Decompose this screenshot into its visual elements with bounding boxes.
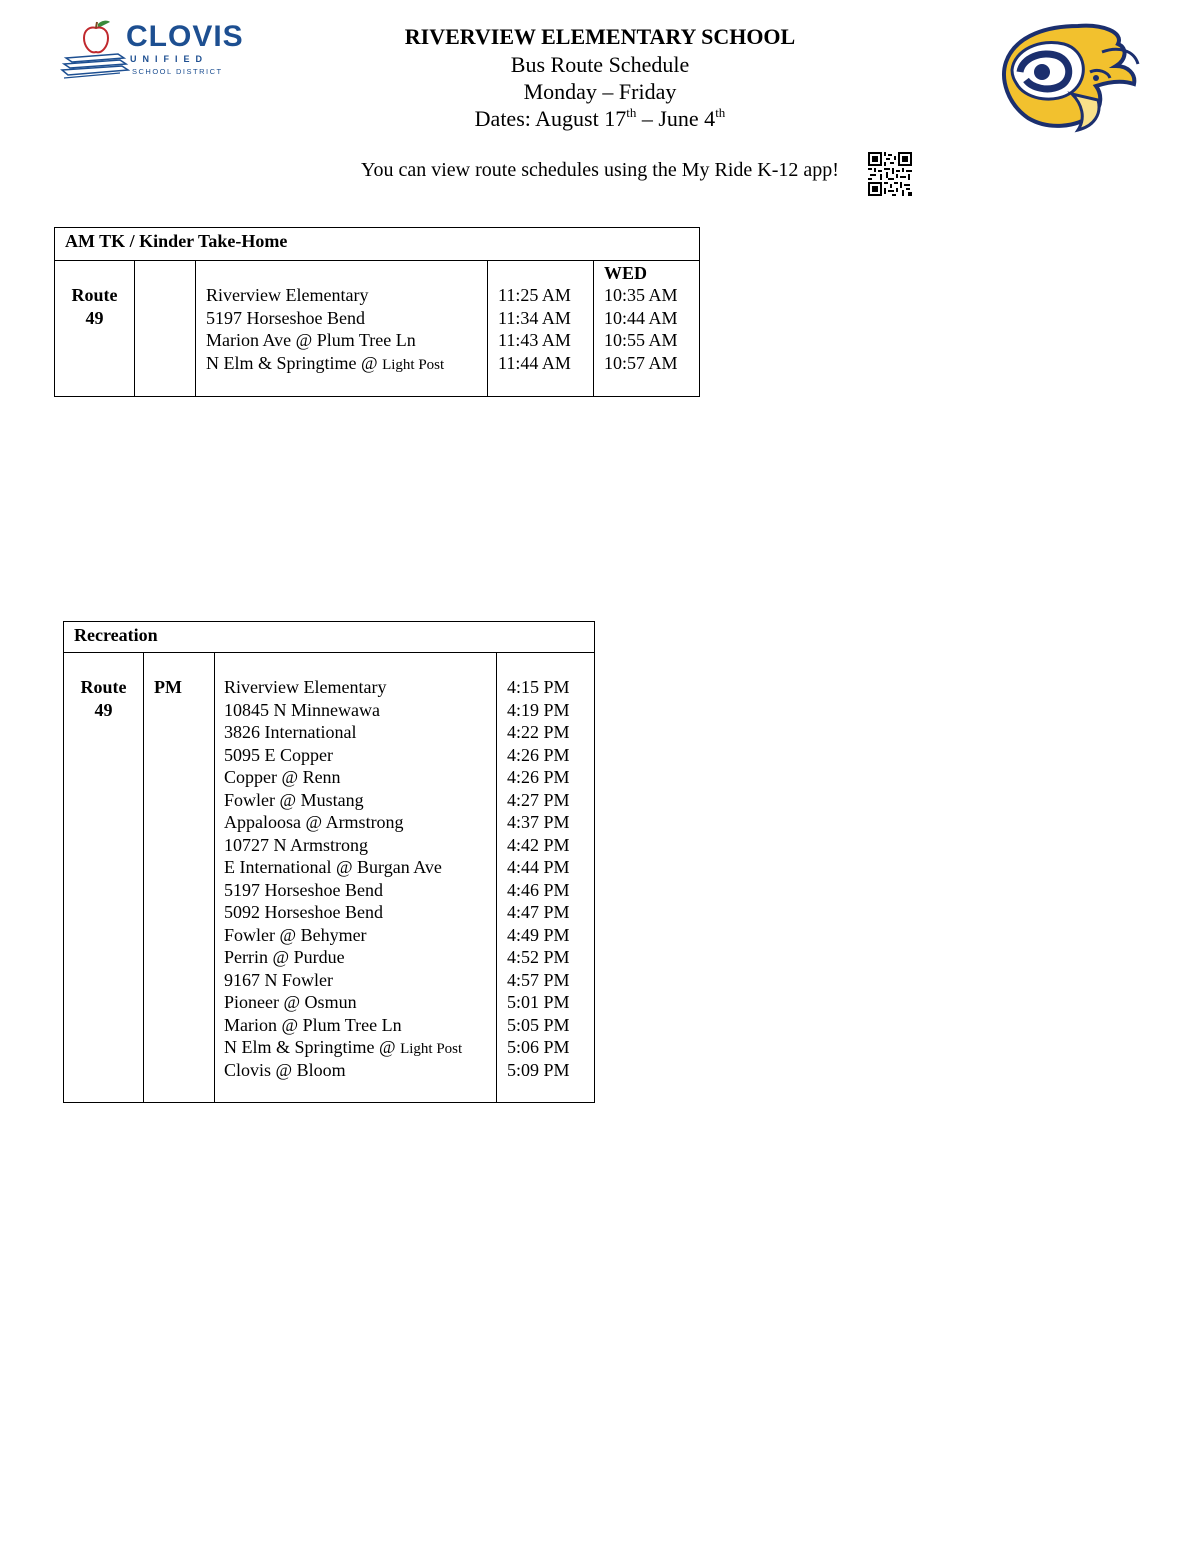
stop-time: 5:01 PM xyxy=(507,992,570,1012)
schedule-days: Monday – Friday xyxy=(523,79,677,104)
column-divider xyxy=(593,260,594,396)
stop-time: 4:26 PM xyxy=(507,767,570,787)
stop-time: 4:49 PM xyxy=(507,924,570,945)
schedule-dates: Dates: August 17th – June 4th xyxy=(474,105,726,131)
stop-time-wed: 10:35 AM xyxy=(604,285,678,305)
stop-name: 5092 Horseshoe Bend xyxy=(224,902,383,922)
am-kinder-table xyxy=(54,227,700,397)
stop-time: 5:06 PM xyxy=(507,1037,570,1057)
stop-name-note: Light Post xyxy=(382,356,445,373)
wed-header: WED xyxy=(604,262,648,283)
stop-name: Riverview Elementary xyxy=(224,677,387,697)
stop-time: 4:22 PM xyxy=(507,722,570,742)
school-district-wordmark: SCHOOL DISTRICT xyxy=(132,67,223,76)
stop-name: Fowler @ Mustang xyxy=(224,789,364,810)
app-note: You can view route schedules using the My Ride K-12 app! xyxy=(361,159,839,181)
stop-time: 4:37 PM xyxy=(507,812,570,832)
stop-name: 5095 E Copper xyxy=(224,744,333,765)
stop-time: 11:44 AM xyxy=(498,352,571,373)
stop-time: 4:27 PM xyxy=(507,789,570,810)
stop-time: 11:34 AM xyxy=(498,307,571,328)
stop-name: N Elm & Springtime @ Light Post xyxy=(224,1037,463,1057)
stop-time-wed: 10:44 AM xyxy=(604,307,678,328)
qr-code-icon[interactable] xyxy=(868,152,912,196)
stop-name: Perrin @ Purdue xyxy=(224,947,345,967)
recreation-table xyxy=(63,621,595,1103)
unified-wordmark: UNIFIED xyxy=(130,54,208,64)
route-number: 49 xyxy=(85,307,104,328)
stop-time-wed: 10:57 AM xyxy=(604,352,678,373)
column-divider xyxy=(134,260,135,396)
period-label: PM xyxy=(154,677,182,697)
stop-time: 5:05 PM xyxy=(507,1014,570,1035)
stop-name: E International @ Burgan Ave xyxy=(224,857,442,877)
stop-time: 4:26 PM xyxy=(507,744,570,765)
route-number: 49 xyxy=(94,699,113,720)
stop-name: Copper @ Renn xyxy=(224,767,341,787)
column-divider xyxy=(143,652,144,1102)
stop-name: 5197 Horseshoe Bend xyxy=(206,307,365,328)
stop-time: 4:46 PM xyxy=(507,879,570,900)
stop-time: 4:15 PM xyxy=(507,677,570,697)
stop-name: 10845 N Minnewawa xyxy=(224,699,380,720)
ram-mascot-logo xyxy=(998,22,1144,134)
stop-name: 9167 N Fowler xyxy=(224,969,333,990)
stop-time: 4:52 PM xyxy=(507,947,570,967)
route-label: Route xyxy=(71,285,118,305)
stop-name: Clovis @ Bloom xyxy=(224,1059,346,1080)
am-table-heading: AM TK / Kinder Take-Home xyxy=(55,228,699,261)
stop-time: 5:09 PM xyxy=(507,1059,570,1080)
stop-name: Marion @ Plum Tree Ln xyxy=(224,1014,402,1035)
stop-time: 11:25 AM xyxy=(498,285,571,305)
stop-name: Appaloosa @ Armstrong xyxy=(224,812,404,832)
stop-time-wed: 10:55 AM xyxy=(604,330,678,350)
stop-name: N Elm & Springtime @ Light Post xyxy=(206,352,445,373)
stop-name-note: Light Post xyxy=(400,1041,463,1057)
stop-time: 4:19 PM xyxy=(507,699,570,720)
stop-name: Marion Ave @ Plum Tree Ln xyxy=(206,330,416,350)
stop-name: 10727 N Armstrong xyxy=(224,834,368,855)
stop-name: 5197 Horseshoe Bend xyxy=(224,879,383,900)
stop-name: Fowler @ Behymer xyxy=(224,924,367,945)
stop-time: 4:57 PM xyxy=(507,969,570,990)
stop-time: 4:47 PM xyxy=(507,902,570,922)
clovis-wordmark: CLOVIS xyxy=(126,20,244,53)
school-name: RIVERVIEW ELEMENTARY SCHOOL xyxy=(404,24,796,49)
recreation-table-heading: Recreation xyxy=(64,622,594,653)
stop-time: 4:42 PM xyxy=(507,834,570,855)
schedule-title: Bus Route Schedule xyxy=(510,52,690,77)
stop-time: 11:43 AM xyxy=(498,330,571,350)
column-divider xyxy=(195,260,196,396)
column-divider xyxy=(496,652,497,1102)
column-divider xyxy=(214,652,215,1102)
column-divider xyxy=(487,260,488,396)
stop-name: 3826 International xyxy=(224,722,357,742)
stop-time: 4:44 PM xyxy=(507,857,570,877)
stop-name: Riverview Elementary xyxy=(206,285,369,305)
route-label: Route xyxy=(80,677,127,697)
stop-name: Pioneer @ Osmun xyxy=(224,992,357,1012)
